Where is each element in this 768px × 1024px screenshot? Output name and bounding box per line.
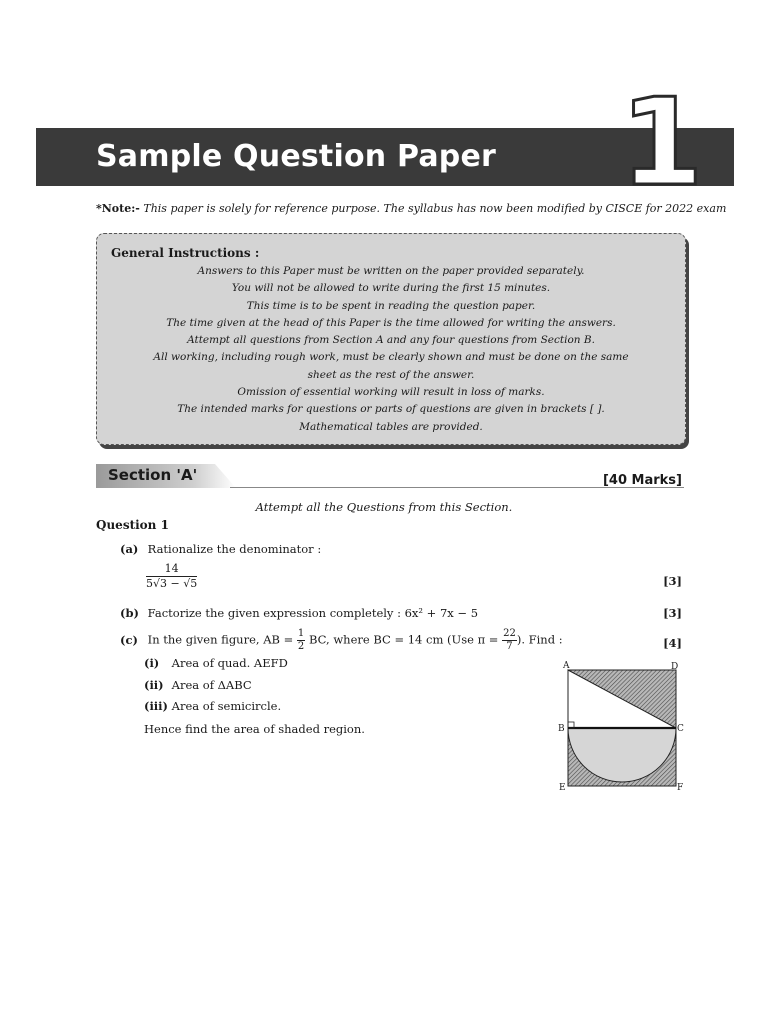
instruction-line: This time is to be spent in reading the question paper. [246, 299, 536, 312]
instruction-line: Omission of essential working will result in loss of marks. [237, 386, 545, 399]
question-title: Question 1 [96, 518, 169, 532]
part-label: (ii) [144, 678, 164, 692]
question-c-text-3: ). Find : [516, 632, 563, 647]
part-label: (iii) [144, 699, 168, 713]
question-b-marks: [3] [663, 606, 682, 620]
question-b [120, 606, 478, 620]
question-c-part-ii [144, 678, 252, 692]
question-a-fraction [146, 562, 197, 591]
question-a-text: Rationalize the denominator : [147, 542, 322, 556]
section-label: Section 'A' [108, 466, 198, 484]
question-b-label: (b) [120, 606, 139, 620]
question-c-text-2: BC, where BC = 14 cm (Use π = [308, 632, 499, 647]
part-text: Area of quad. AEFD [171, 656, 288, 670]
label-f: F [677, 783, 684, 792]
label-c: C [677, 724, 684, 734]
pi-numerator: 22 [503, 628, 516, 639]
part-label: (i) [144, 656, 160, 670]
label-e: E [559, 783, 566, 792]
note [96, 202, 726, 215]
question-a-marks: [3] [663, 574, 682, 588]
instruction-line: sheet as the rest of the answer. [307, 368, 475, 381]
instruction-line: Answers to this Paper must be written on the paper provided separately. [197, 265, 585, 277]
pi-denominator: 7 [506, 641, 513, 652]
question-c-part-i [144, 656, 288, 670]
instruction-line: You will not be allowed to write during the first 15 minutes. [231, 282, 551, 295]
section-instruction: Attempt all the Questions from this Section. [255, 500, 513, 514]
instruction-line: The time given at the head of this Paper is the time allowed for writing the answers. [166, 316, 616, 329]
instruction-line: The intended marks for questions or parts of questions are given in brackets [ ]. [177, 403, 605, 416]
question-c-hence: Hence find the area of shaded region. [144, 722, 365, 736]
part-text: Area of ΔABC [171, 678, 252, 692]
question-c-label: (c) [120, 632, 138, 647]
question-c [120, 628, 563, 653]
question-a [120, 542, 321, 556]
half-denominator: 2 [297, 641, 305, 652]
label-b: B [558, 724, 565, 734]
instruction-line: Mathematical tables are provided. [299, 420, 483, 433]
label-a: A [563, 661, 570, 671]
instructions-lines [97, 263, 685, 436]
note-label: *Note:- [96, 202, 140, 215]
part-text: Area of semicircle. [171, 699, 282, 713]
note-text: This paper is solely for reference purpose. The syllabus has now been modified by CISCE for 2022 exam [143, 202, 727, 215]
half-numerator: 1 [297, 628, 305, 639]
label-d: D [671, 662, 679, 672]
question-a-label: (a) [120, 542, 139, 556]
section-marks: [40 Marks] [602, 473, 682, 488]
instruction-line: All working, including rough work, must be clearly shown and must be done on the same [153, 351, 629, 364]
question-c-part-iii [144, 699, 281, 713]
question-c-marks: [4] [663, 636, 682, 650]
geometry-figure [556, 660, 686, 792]
paper-number: 1 [620, 74, 704, 213]
instructions-box [96, 233, 686, 445]
question-b-text: Factorize the given expression completely : 6x² + 7x − 5 [147, 606, 479, 620]
fraction-numerator: 14 [146, 562, 197, 577]
instruction-line: Attempt all questions from Section A and any four questions from Section B. [187, 334, 595, 347]
page-title: Sample Question Paper [96, 139, 497, 174]
question-c-text-1: In the given figure, AB = [147, 632, 294, 647]
instructions-title: General Instructions : [111, 246, 260, 260]
fraction-denominator: 5√3 − √5 [146, 577, 198, 590]
